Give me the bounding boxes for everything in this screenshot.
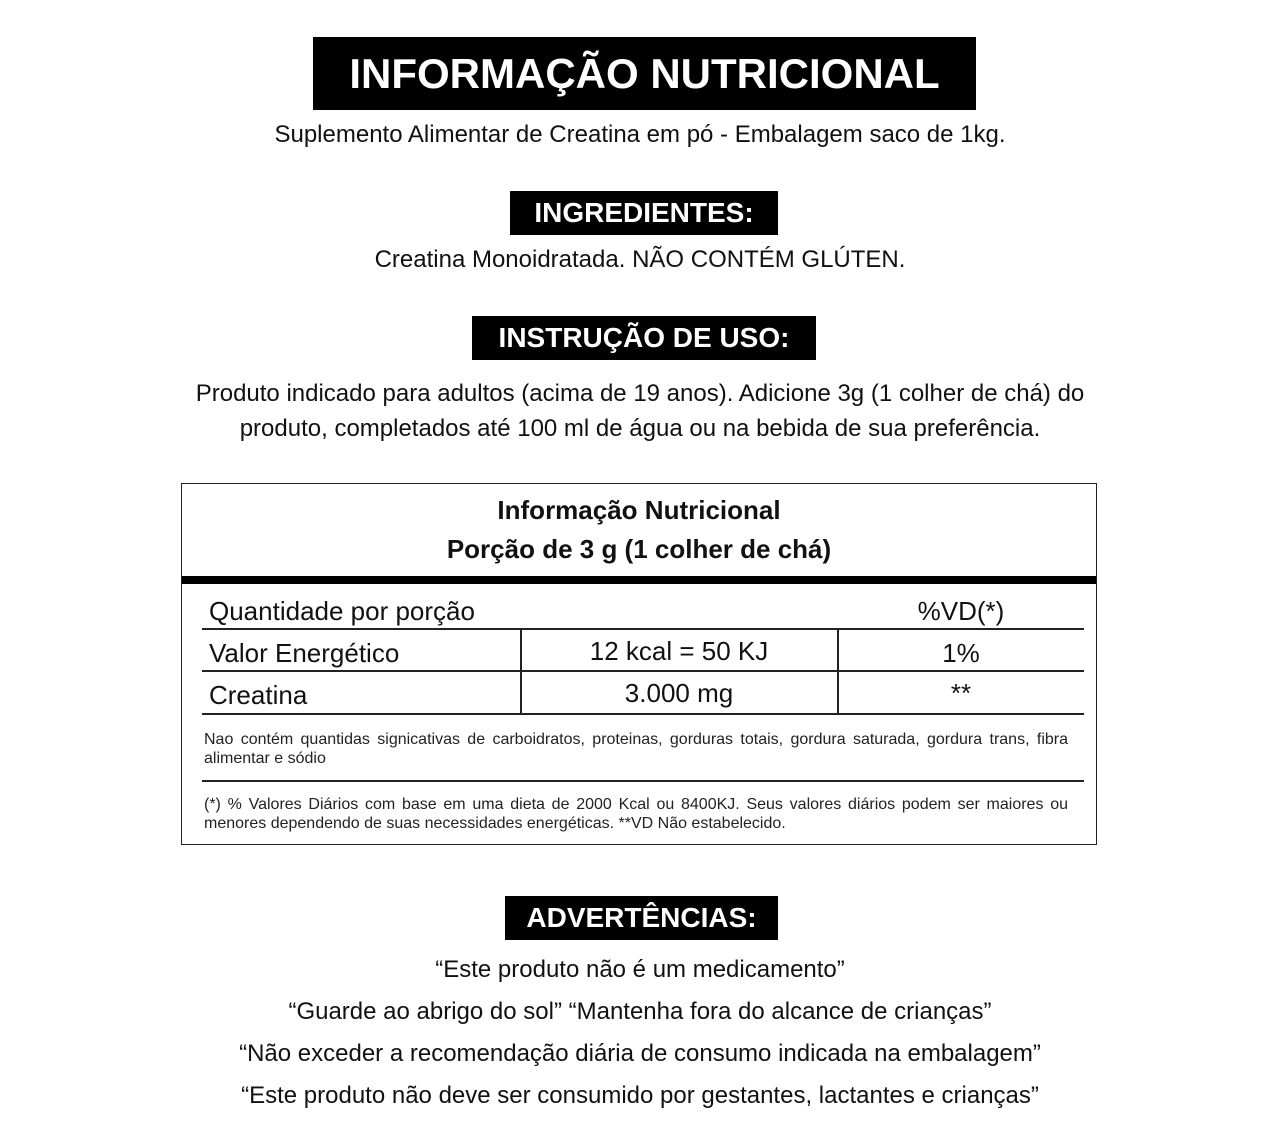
table-row-divider	[202, 628, 1084, 630]
header-quantity: Quantidade por porção	[209, 596, 475, 626]
warning-line: “Guarde ao abrigo do sol” “Mantenha fora do alcance de crianças”	[288, 998, 992, 1025]
table-title: Informação Nutricional	[497, 495, 781, 525]
table-note-not-significant: Nao contém quantidas signicativas de carboidratos, proteinas, gorduras totais, gordura saturada, gordura trans, fibra alimentar e sódio	[204, 731, 1068, 767]
table-row-divider	[202, 713, 1084, 715]
warnings-heading: ADVERTÊNCIAS:	[526, 902, 757, 933]
table-portion: Porção de 3 g (1 colher de chá)	[446, 534, 832, 564]
table-column-divider	[837, 628, 839, 715]
row-dv-creatine: **	[950, 678, 972, 708]
usage-heading: INSTRUÇÃO DE USO:	[498, 322, 790, 353]
ingredients-heading-banner	[510, 191, 778, 235]
row-dv-energy: 1%	[942, 638, 980, 668]
main-title-banner	[313, 37, 976, 110]
row-name-creatine: Creatina	[209, 680, 308, 710]
warnings-heading-banner	[505, 896, 778, 940]
row-amount-energy: 12 kcal = 50 KJ	[589, 636, 769, 666]
warning-line: “Este produto não é um medicamento”	[435, 956, 845, 983]
product-subtitle: Suplemento Alimentar de Creatina em pó - Embalagem saco de 1kg.	[274, 121, 1006, 148]
nutrition-facts-table	[181, 483, 1097, 845]
usage-text-line: produto, completados até 100 ml de água ou na bebida de sua preferência.	[239, 415, 1041, 442]
ingredients-text: Creatina Monoidratada. NÃO CONTÉM GLÚTEN.	[374, 246, 906, 273]
table-column-divider	[520, 628, 522, 715]
table-thick-divider	[182, 576, 1096, 584]
table-note-daily-values: (*) % Valores Diários com base em uma dieta de 2000 Kcal ou 8400KJ. Seus valores diários podem ser maiores ou menores dependendo de suas necessidades energéticas. **VD Não estabelecido.	[204, 796, 1068, 832]
usage-text-line: Produto indicado para adultos (acima de 19 anos). Adicione 3g (1 colher de chá) do	[195, 380, 1085, 407]
row-name-energy: Valor Energético	[209, 638, 400, 668]
usage-heading-banner	[472, 316, 816, 360]
row-amount-creatine: 3.000 mg	[624, 678, 734, 708]
ingredients-heading: INGREDIENTES:	[534, 197, 754, 228]
warning-line: “Não exceder a recomendação diária de consumo indicada na embalagem”	[239, 1040, 1041, 1067]
header-dv: %VD(*)	[917, 596, 1005, 626]
main-title: INFORMAÇÃO NUTRICIONAL	[349, 49, 940, 97]
warning-line: “Este produto não deve ser consumido por gestantes, lactantes e crianças”	[241, 1082, 1039, 1109]
table-note-divider	[202, 780, 1084, 782]
table-row-divider	[202, 670, 1084, 672]
